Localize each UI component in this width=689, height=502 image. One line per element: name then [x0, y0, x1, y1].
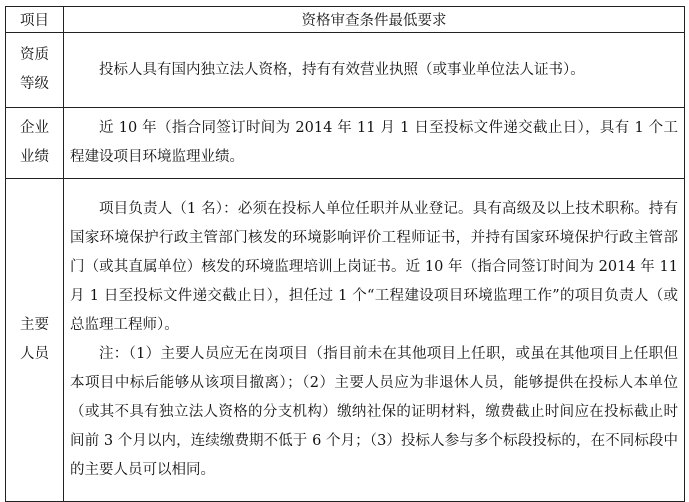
project-manager-requirement: 项目负责人（1 名）：必须在投标人单位任职并从业登记。具有高级及以上技术职称。持有国家环境保护行政主管部门核发的环境影响评价工程师证书，并持有国家环境保护行政主管部门（或其直属单位）核发的环境监理培训上岗证书。近 10 年（指合同签订时间为 2014 年 11 月 1 日至投标文件递交截止日），担任过 1 个“工程建设项目环境监理工作”的项目负责人（或总监理工程师）。 — [70, 201, 678, 333]
row-content-qualification-level: 投标人具有国内独立法人资格，持有有效营业执照（或事业单位法人证书）。 — [64, 33, 685, 108]
qualification-table-document — [5, 6, 684, 485]
row-label-company-performance: 企业 业绩 — [6, 108, 64, 179]
row-content-company-performance: 近 10 年（指合同签订时间为 2014 年 11 月 1 日至投标文件递交截止日），具有 1 个工程建设项目环境监理业绩。 — [64, 108, 685, 179]
table-row-qualification-level — [6, 33, 685, 108]
table-row-company-performance — [6, 108, 685, 179]
qualification-requirements-table — [5, 6, 685, 502]
table-header-row — [6, 7, 685, 33]
table-row-key-personnel — [6, 179, 685, 502]
row-content-key-personnel — [64, 179, 685, 502]
row-label-key-personnel: 主要 人员 — [6, 179, 64, 502]
header-requirement: 资格审查条件最低要求 — [64, 7, 685, 33]
header-item: 项目 — [6, 7, 64, 33]
row-label-qualification-level: 资质 等级 — [6, 33, 64, 108]
personnel-notes: 注：（1）主要人员应无在岗项目（指目前未在其他项目上任职，或虽在其他项目上任职但本项目中标后能够从该项目撤离）；（2）主要人员应为非退休人员，能够提供在投标人本单位（或其不具有独立法人资格的分支机构）缴纳社保的证明材料，缴费截止时间应在投标截止时间前 3 个月以内，连续缴费期不低于 6 个月；（3）投标人参与多个标段投标的，在不同标段中的主要人员可以相同。 — [70, 346, 678, 478]
